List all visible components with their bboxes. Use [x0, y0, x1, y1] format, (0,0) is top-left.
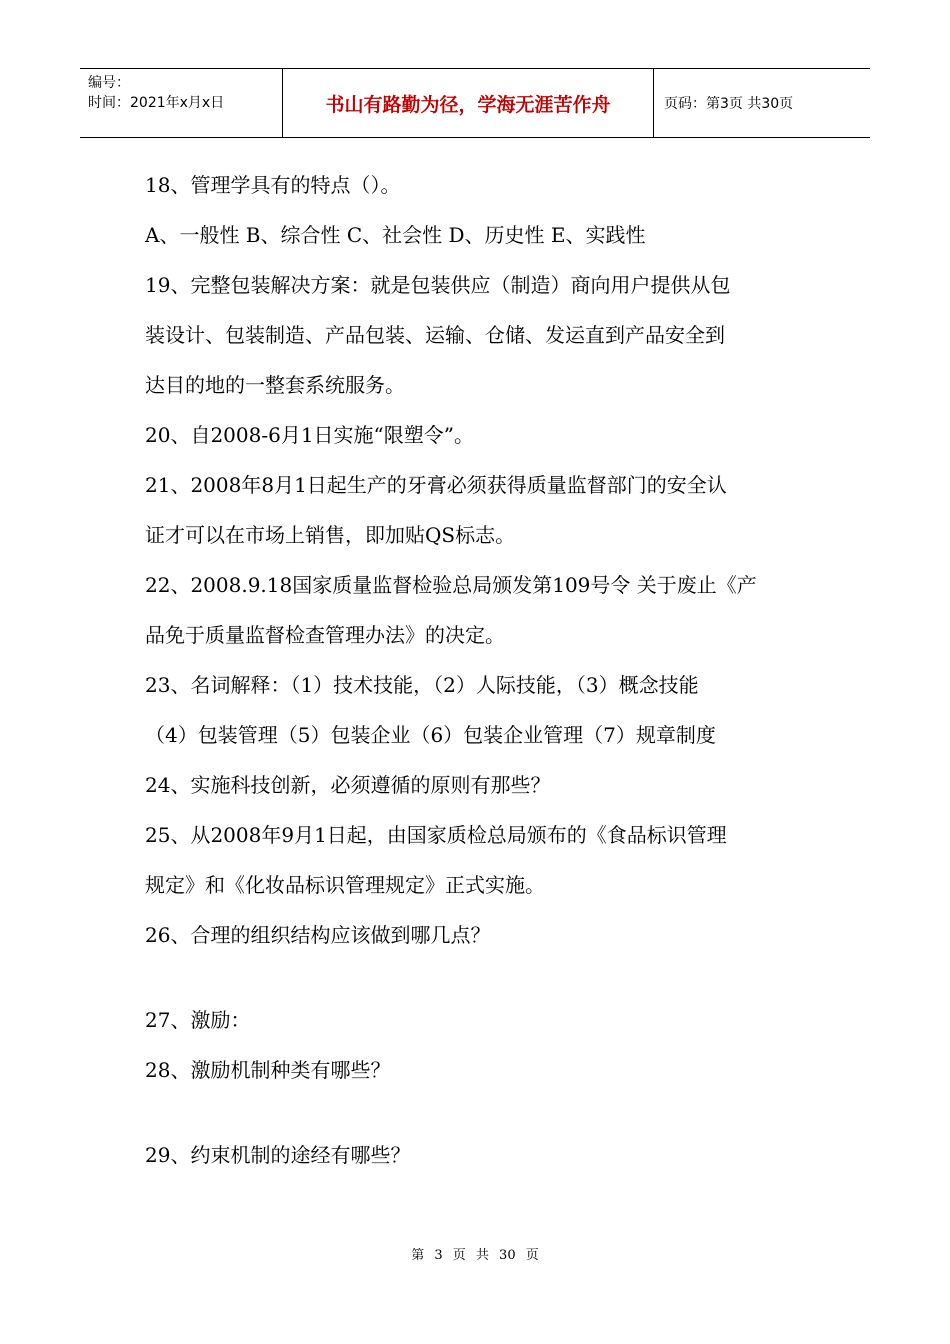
- document-date-label: 时间：2021年x月x日: [88, 95, 225, 111]
- header-motto-cell: [282, 69, 654, 137]
- document-number-label: 编号：: [88, 75, 130, 91]
- header-page-info: 页码：第3页 共30页: [664, 96, 794, 112]
- text-line: 26、合理的组织结构应该做到哪几点？: [145, 923, 491, 947]
- text-line: 20、自2008-6月1日实施“限塑令”。: [145, 423, 475, 447]
- text-line: 29、约束机制的途经有哪些？: [145, 1143, 411, 1167]
- text-line: 25、从2008年9月1日起，由国家质检总局颁布的《食品标识管理: [145, 823, 727, 847]
- text-line: A、一般性 B、综合性 C、社会性 D、历史性 E、实践性: [145, 223, 646, 247]
- page-footer: 第 3 页 共 30 页: [411, 1248, 539, 1263]
- text-line: 达目的地的一整套系统服务。: [145, 373, 405, 397]
- header-meta: [80, 69, 282, 137]
- text-line: 27、激励：: [145, 1008, 251, 1032]
- text-line: 规定》和《化妆品标识管理规定》正式实施。: [145, 873, 545, 897]
- header-motto: 书山有路勤为径，学海无涯苦作舟: [325, 93, 611, 116]
- text-line: 22、2008.9.18国家质量监督检验总局颁发第109号令 关于废止《产: [145, 573, 757, 597]
- page-header: [80, 68, 870, 138]
- text-line: 证才可以在市场上销售，即加贴QS标志。: [145, 523, 516, 547]
- text-line: 23、名词解释：（1）技术技能，（2）人际技能，（3）概念技能: [145, 673, 699, 697]
- text-line: 18、管理学具有的特点（）。: [145, 173, 401, 197]
- text-line: 24、实施科技创新，必须遵循的原则有那些？: [145, 773, 551, 797]
- text-line: 装设计、包装制造、产品包装、运输、仓储、发运直到产品安全到: [145, 323, 725, 347]
- text-line: （4）包装管理（5）包装企业（6）包装企业管理（7）规章制度: [145, 723, 716, 747]
- text-line: 28、激励机制种类有哪些？: [145, 1058, 391, 1082]
- text-line: 21、2008年8月1日起生产的牙膏必须获得质量监督部门的安全认: [145, 473, 727, 497]
- text-line: 品免于质量监督检查管理办法》的决定。: [145, 623, 505, 647]
- text-line: 19、完整包装解决方案：就是包装供应（制造）商向用户提供从包: [145, 273, 731, 297]
